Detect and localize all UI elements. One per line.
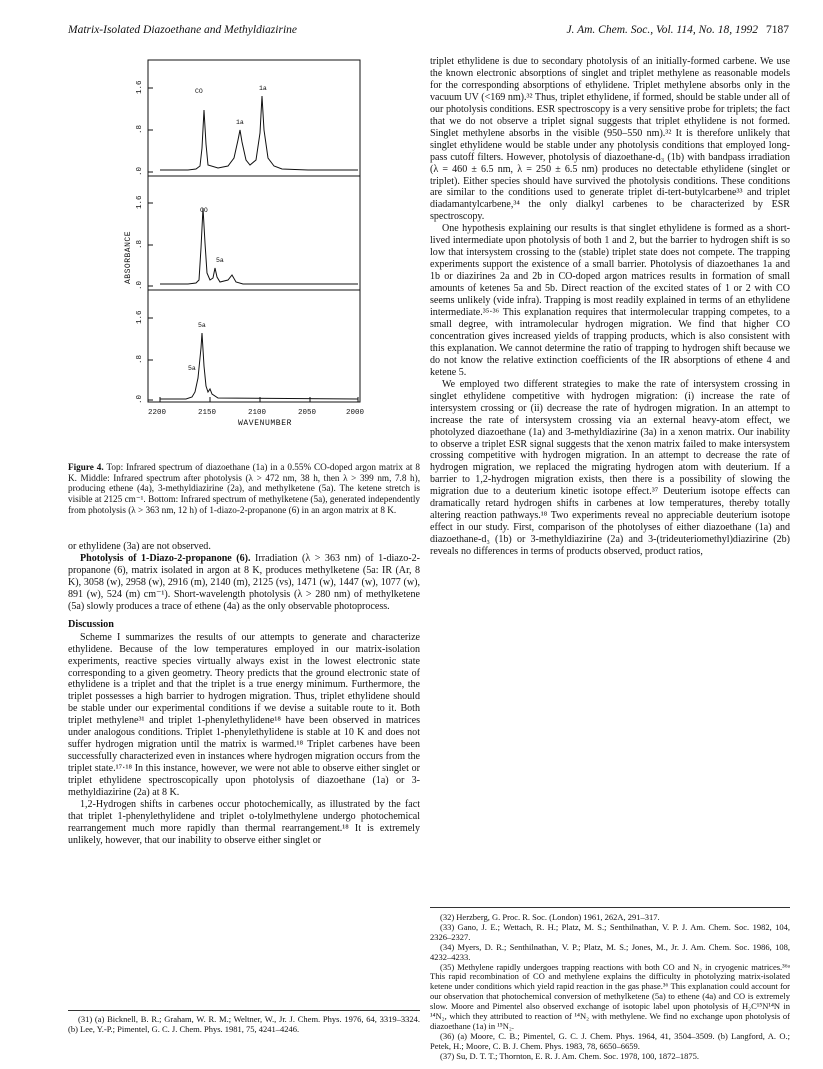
left-column [68, 541, 420, 847]
ytick-top-3: .0 [136, 166, 144, 176]
peak-label-5a-bot-2: 5a [188, 365, 196, 372]
references-rule [430, 907, 790, 908]
reference-34: (34) Myers, D. R.; Senthilnathan, V. P.; Platz, M. S.; Jones, M., Jr. J. Am. Chem. Soc. 1986, 108, 4232–4233. [430, 941, 790, 962]
caption-text: Top: Infrared spectrum of diazoethane (1a) in a 0.55% CO-doped argon matrix at 8 K. Middle: Infrared spectrum after photolysis (λ > 472 nm, 38 h, then λ > 399 nm, 7.8 h), producing ethene (4a), 3-methyldiazirine (2a), and methylketene (5a). The ketene stretch is visible at 2125 cm⁻¹. Bottom: Infrared spectrum of methylketene (5a), generated independently from photolysis (λ > 363 nm, 12 h) of 1-diazo-2-propanone (6) in an argon matrix at 8 K. [68, 462, 421, 515]
peak-label-5a-mid: 5a [216, 257, 224, 264]
paragraph-discussion-1: Scheme I summarizes the results of our attempts to generate and characterize ethylidene. Because of the low temperatures employed in our matrix-isolation experiments, reactive species virtually always exist in the lowest electronic state corresponding to a given geometry. Theory predicts that the ground electronic state of ethylidene is a triplet and that the triplet is a true energy minimum. Furthermore, the triplet possesses a high barrier to hydrogen migration. Thus, triplet ethylidene should be stable under our experimental conditions if we devise a suitable route to it. Both triplet methylene³¹ and triplet 1-phenylethylidene¹⁸ have been observed in matrices under analogous conditions. Triplet 1-phenylethylidene is stable at 10 K and does not suffer hydrogen migration until the matrix is warmed.¹⁸ Triplet carbenes have been successfully characterized even in instances where hydrogen migration occurs from the triplet state.¹⁷·¹⁸ In this instance, however, we were not able to observe either singlet or triplet ethylidene spectroscopically upon photolysis of diazoethane (1a) or 3-methyldiazirine (2a) at 8 K. [68, 631, 420, 799]
spectrum-middle [160, 208, 358, 284]
paragraph-photolysis-text: Irradiation (λ > 363 nm) of 1-diazo-2-propanone (6), matrix isolated in argon at 8 K, produces methylketene (5a: IR (Ar, 8 K), 3058 (w), 2958 (w), 2916 (m), 2140 (m), 2125 (vs), 1471 (w), 1447 (w), 1077 (w), 891 (w), 524 (m) cm⁻¹). Short-wavelength photolysis (λ > 280 nm) of methylketene (5a) slowly produces a trace of ethene (4a) as the only observable photoprocess. [68, 552, 420, 612]
peak-label-1a-top-2: 1a [236, 119, 244, 126]
paragraph-photolysis [68, 553, 420, 613]
peak-label-1a-top: 1a [259, 85, 267, 92]
paragraph-continuation: or ethylidene (3a) are not observed. [68, 541, 211, 552]
reference-36: (36) (a) Moore, C. B.; Pimentel, G. C. J. Chem. Phys. 1964, 41, 3504–3509. (b) Langford, A. O.; Petek, H.; Moore, C. B. J. Chem. Phys. 1983, 78, 6650–6659. [430, 1030, 790, 1051]
ytick-top-2: .8 [136, 124, 144, 134]
spectrum-top [160, 96, 358, 170]
running-header-journal [566, 24, 789, 36]
ytick-mid-3: .0 [136, 280, 144, 290]
reference-33: (33) Gano, J. E.; Wettach, R. H.; Platz, M. S.; Senthilnathan, V. P. J. Am. Chem. Soc. 1982, 104, 2326–2327. [430, 921, 790, 942]
paragraph-right-2: One hypothesis explaining our results is that singlet ethylidene is formed as a short-lived intermediate upon photolysis of both 1 and 2, but the barrier to hydrogen shift is so low that intersystem crossing to the (stable) triplet state does not compete. The trapping experiments support the existence of a small barrier. Photolysis of diazoethanes 1a and 1b or diazirines 2a and 2b in CO-doped argon matrices results in formation of small amounts of ketenes 5a and 5b. Direct reaction of the excited states of 1 or 2 with CO seems unlikely (vide infra). Trapping is most readily explained in terms of an ethylidene intermediate.³⁵·³⁶ This explanation requires that intermolecular trapping competes, to a small degree, with intramolecular hydrogen migration. We find that higher CO concentration gives increased yields of trapping products, which is also consistent with this explanation. We cannot determine the ratio of trapping to hydrogen shift because we do not know the relative extinction coefficients of the IR absorptions of ethene 4 and ketene 5. [430, 223, 790, 378]
reference-32: (32) Herzberg, G. Proc. R. Soc. (London) 1961, 262A, 291–317. [440, 912, 660, 922]
paragraph-right-3: We employed two different strategies to make the rate of intersystem crossing in singlet ethylidene competitive with hydrogen migration: (i) increase the rate of intersystem crossing or (ii) decrease the rate of hydrogen migration. In an attempt to increase the rate of intersystem crossing via an external heavy-atom effect, we photolyzed diazoethane (1a) and 3-methyldiazirine (3a) in a xenon matrix. Our inability to observe a triplet ESR signal suggests that the xenon matrix failed to make intersystem crossing competitive with hydrogen migration. In an attempt to decrease the rate of hydrogen migration, we replaced the migrating hydrogen atom with deuterium. If a barrier to 1,2-hydrogen migration exists, then there is a possibility of slowing the migration due to a deuterium kinetic isotope effect.³⁷ Deuterium isotope effects can dramatically retard hydrogen shifts in carbenes at low temperatures, thereby totally altering reaction pathways.¹⁸ Two experiments reveal no appreciable deuterium isotope effect in our study. First, comparison of the photolyses of either diazoethane (1a) and diazoethane-d₃ (1b) or 3-methyldiazirine (2a) and 3-(trideuteriomethyl)diazirine (2b) reveals no differences in terms of products observed, product ratios, [430, 378, 790, 558]
y-ticks [148, 88, 153, 400]
section-heading-photolysis: Photolysis of 1-Diazo-2-propanone (6). [80, 552, 251, 564]
reference-37: (37) Su, D. T. T.; Thornton, E. R. J. Am. Chem. Soc. 1978, 100, 1872–1875. [440, 1050, 699, 1061]
ir-spectra-figure [68, 48, 420, 458]
page-number: 7187 [766, 24, 789, 36]
ytick-bot-2: .8 [136, 354, 144, 364]
references [430, 907, 790, 1062]
reference-31: (31) (a) Bicknell, B. R.; Graham, W. R. M.; Weltner, W., Jr. J. Chem. Phys. 1976, 64, 3319–3324. (b) Lee, Y.-P.; Pimentel, G. C. J. Chem. Phys. 1981, 75, 4241–4246. [68, 1014, 420, 1034]
xtick-1: 2200 [148, 409, 167, 417]
ytick-bot-1: 1.6 [136, 310, 144, 324]
right-column [430, 56, 790, 558]
x-axis-label: WAVENUMBER [238, 419, 293, 428]
paragraph-right-1: triplet ethylidene is due to secondary photolysis of an initially-formed carbene. We use the known electronic absorptions of singlet and triplet methylene as reasonable models for the corresponding absorptions of ethylidene. Triplet methylene absorbs only in the vacuum UV (<169 nm).³² Thus, triplet ethylidene, if formed, should be stable under all of our photolysis conditions. ESR spectroscopy is a very sensitive probe for triplets; the fact that we do not observe a triplet signal suggests that triplet ethylidene is not formed. Singlet methylene absorbs in the visible (950–550 nm).³² It is therefore unlikely that singlet ethylidene would be stable under any photolysis conditions that employed long-pass cutoff filters. However, photolysis of diazoethane-d₃ (1b) with bandpass irradiation (λ = 460 ± 6.5 nm, λ = 250 ± 6.5 nm) produces no detectable ethylidene (singlet or triplet). Either species should have survived the photolysis conditions. These conditions are similar to the conditions used to generate triplet di-tert-butylcarbene³³ and triplet diadamantylcarbene,³⁴ the only dialkyl carbenes to be characterized by ESR spectroscopy. [430, 56, 790, 223]
peak-label-5a-bot: 5a [198, 322, 206, 329]
ytick-top-1: 1.6 [136, 80, 144, 94]
figure-4 [68, 48, 420, 458]
xtick-5: 2000 [346, 409, 365, 417]
caption-label: Figure 4. [68, 462, 104, 472]
reference-35: (35) Methylene rapidly undergoes trapping reactions with both CO and N₂ in cryogenic matrices.³⁶ᵃ This rapid recombination of CO and methylene explains the difficulty in photolyzing matrix-isolated ketene under conditions which yield rapid reaction in the gas phase.³⁶ This explanation could account for our observation that photochemical conversion of methylketene (5a) to ethene (4a) and CO is extremely slow. Moore and Pimentel also observed exchange of isotopic label upon photolysis of H₂C¹⁵N¹⁴N in ¹⁴N₂, which they attributed to reaction of ¹⁴N₂ with methylene. We find no exchange upon photolysis of diazoethane (1a) in ¹⁵N₂. [430, 961, 790, 1031]
peak-label-co-top: CO [195, 88, 203, 95]
ytick-mid-2: .8 [136, 239, 144, 249]
journal-citation: J. Am. Chem. Soc., Vol. 114, No. 18, 1992 [566, 24, 758, 36]
running-header-title: Matrix-Isolated Diazoethane and Methyldiazirine [68, 24, 298, 36]
xtick-3: 2100 [248, 409, 267, 417]
footnote-rule [68, 1010, 420, 1011]
ytick-bot-3: .0 [136, 394, 144, 404]
plot-frame [148, 60, 360, 402]
y-axis-label: ABSORBANCE [124, 230, 133, 284]
xtick-4: 2050 [298, 409, 317, 417]
left-footnotes [68, 1010, 420, 1035]
ytick-mid-1: 1.6 [136, 195, 144, 209]
peak-label-co-mid: CO [200, 207, 208, 214]
section-heading-discussion: Discussion [68, 618, 114, 630]
xtick-2: 2150 [198, 409, 217, 417]
paragraph-discussion-2: 1,2-Hydrogen shifts in carbenes occur photochemically, as illustrated by the fact that triplet 1-phenylethylidene and triplet o-tolylmethylene undergo photochemical rearrangement much more rapidly than thermal rearrangement.¹⁸ It is extremely unlikely, however, that our inability to observe either singlet or [68, 799, 420, 846]
figure-caption [68, 462, 420, 516]
